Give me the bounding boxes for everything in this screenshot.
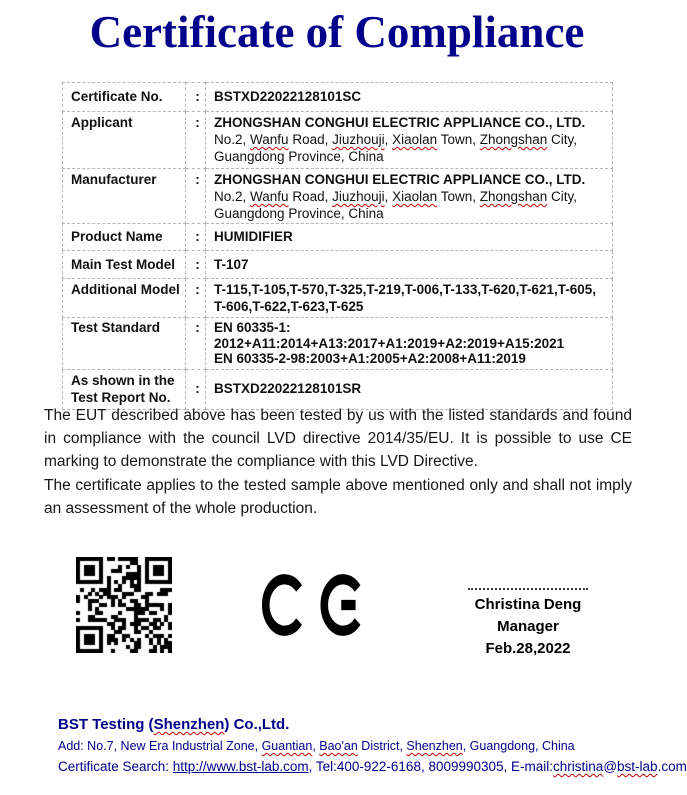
manufacturer-value <box>206 169 613 224</box>
signatory-name: Christina Deng <box>474 596 582 613</box>
row-label: Applicant <box>63 112 186 169</box>
certificate-search-label: Certificate Search: <box>58 759 173 774</box>
table-row-certificate-no <box>63 83 613 112</box>
applicant-value <box>206 112 613 169</box>
test-standards: EN 60335-1: 2012+A11:2014+A13:2017+A1:2019+A2:2019+A15:2021 EN 60335-2-98:2003+A1:2005+A2:2008+A11:2019 <box>206 318 613 370</box>
applicant-address-line1: No.2, Wanfu Road, Jiuzhouji, Xiaolan Town, Zhongshan City, <box>214 132 578 147</box>
row-label: Additional Model <box>63 279 186 318</box>
colon-separator: : <box>186 318 206 370</box>
certificate-search-link[interactable]: http://www.bst-lab.com <box>172 759 309 774</box>
page-title: Certificate of Compliance <box>89 7 585 57</box>
certificate-search-line <box>58 759 687 774</box>
issuer-contact: , Tel:400-922-6168, 8009990305, E-mail:christina@bst-lab.com <box>308 759 687 774</box>
colon-separator: : <box>186 169 206 224</box>
declaration-text <box>44 404 632 520</box>
colon-separator: : <box>186 224 206 251</box>
signature-date: Feb.28,2022 <box>485 640 571 657</box>
product-name: HUMIDIFIER <box>206 224 613 251</box>
signatory-title: Manager <box>497 618 559 635</box>
qr-code <box>76 557 172 653</box>
table-row-test-standard <box>63 318 613 370</box>
issuer-company-name: BST Testing (Shenzhen) Co.,Ltd. <box>58 716 290 733</box>
manufacturer-address-line2: Guangdong Province, China <box>214 206 384 221</box>
colon-separator: : <box>186 112 206 169</box>
table-row-additional-model <box>63 279 613 318</box>
applicant-address-line2: Guangdong Province, China <box>214 149 384 164</box>
signature-block <box>438 594 618 660</box>
row-label: Certificate No. <box>63 83 186 112</box>
declaration-paragraph-2: The certificate applies to the tested sample above mentioned only and shall not imply an assessment of the whole production. <box>44 476 632 517</box>
row-label: Test Standard <box>63 318 186 370</box>
main-test-model: T-107 <box>206 251 613 279</box>
signature-line <box>468 588 588 590</box>
declaration-paragraph-1: The EUT described above has been tested by us with the listed standards and found in compliance with the council LVD directive 2014/35/EU. It is possible to use CE marking to demonstrate the compliance with this LVD Directive. <box>44 407 632 471</box>
issuer-address: Add: No.7, New Era Industrial Zone, Guantian, Bao'an District, Shenzhen, Guangdong, China <box>58 739 575 753</box>
colon-separator: : <box>186 279 206 318</box>
table-row-applicant <box>63 112 613 169</box>
row-label: Product Name <box>63 224 186 251</box>
colon-separator: : <box>186 251 206 279</box>
table-row-product-name <box>63 224 613 251</box>
ce-mark-icon <box>262 569 362 641</box>
table-row-manufacturer <box>63 169 613 224</box>
certificate-table <box>62 82 613 410</box>
table-row-test-report-no <box>63 369 613 409</box>
table-row-main-test-model <box>63 251 613 279</box>
colon-separator: : <box>186 83 206 112</box>
row-label: As shown in the Test Report No. <box>63 369 186 409</box>
test-report-number: BSTXD22022128101SR <box>206 369 613 409</box>
additional-models: T-115,T-105,T-570,T-325,T-219,T-006,T-133,T-620,T-621,T-605, T-606,T-622,T-623,T-625 <box>206 279 613 318</box>
manufacturer-company: ZHONGSHAN CONGHUI ELECTRIC APPLIANCE CO., LTD. <box>214 172 586 187</box>
colon-separator: : <box>186 369 206 409</box>
applicant-company: ZHONGSHAN CONGHUI ELECTRIC APPLIANCE CO., LTD. <box>214 115 586 130</box>
certificate-number: BSTXD22022128101SC <box>206 83 613 112</box>
manufacturer-address-line1: No.2, Wanfu Road, Jiuzhouji, Xiaolan Town, Zhongshan City, <box>214 189 578 204</box>
row-label: Manufacturer <box>63 169 186 224</box>
row-label: Main Test Model <box>63 251 186 279</box>
